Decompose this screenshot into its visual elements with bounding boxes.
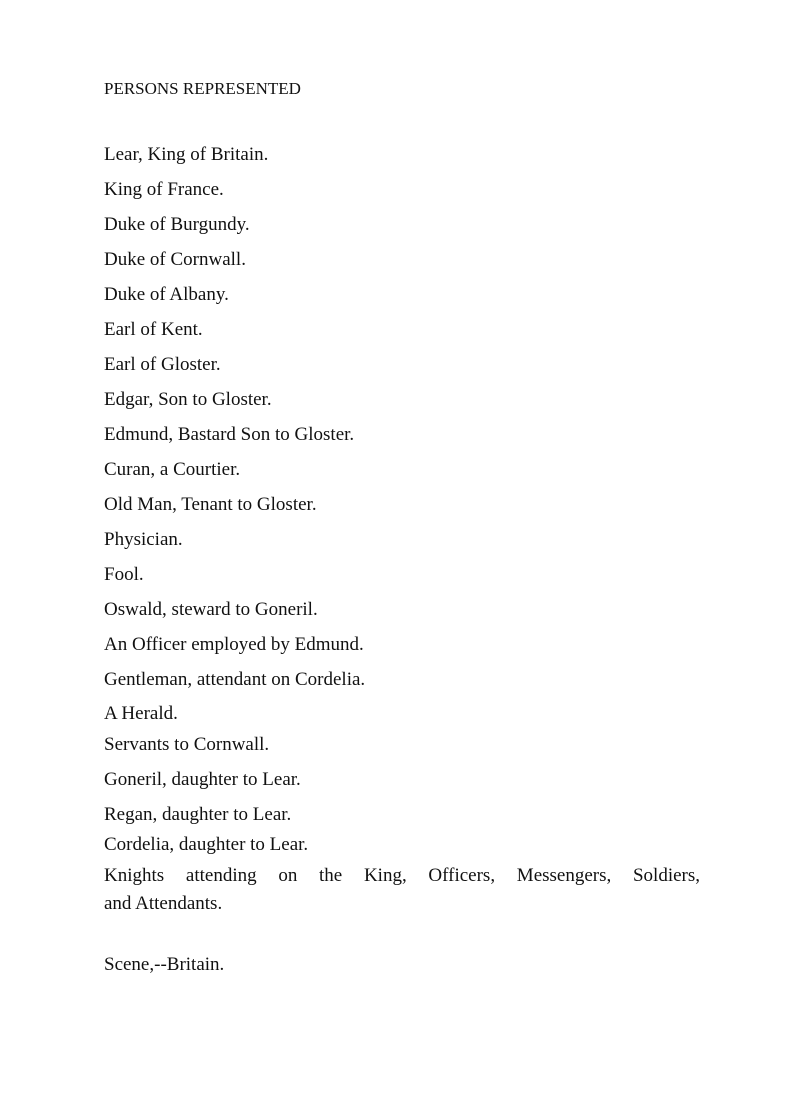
list-item: Duke of Albany. bbox=[104, 284, 229, 305]
list-item: Duke of Burgundy. bbox=[104, 214, 250, 235]
list-item: King of France. bbox=[104, 179, 224, 200]
list-item: Edgar, Son to Gloster. bbox=[104, 389, 272, 410]
list-item: Servants to Cornwall. bbox=[104, 734, 270, 755]
list-item: Oswald, steward to Goneril. bbox=[104, 599, 318, 620]
list-item-attendants-cont: and Attendants. bbox=[104, 893, 223, 914]
list-item: Duke of Cornwall. bbox=[104, 249, 246, 270]
scene-line: Scene,--Britain. bbox=[104, 954, 225, 975]
list-item: Gentleman, attendant on Cordelia. bbox=[104, 669, 366, 690]
page-title: PERSONS REPRESENTED bbox=[104, 79, 301, 98]
list-item: Old Man, Tenant to Gloster. bbox=[104, 494, 317, 515]
list-item: Lear, King of Britain. bbox=[104, 144, 269, 165]
list-item: Physician. bbox=[104, 529, 183, 550]
list-item: An Officer employed by Edmund. bbox=[104, 634, 364, 655]
list-item: Earl of Gloster. bbox=[104, 354, 221, 375]
list-item: Fool. bbox=[104, 564, 144, 585]
list-item: A Herald. bbox=[104, 703, 178, 724]
list-item: Earl of Kent. bbox=[104, 319, 203, 340]
list-item: Edmund, Bastard Son to Gloster. bbox=[104, 424, 355, 445]
list-item: Goneril, daughter to Lear. bbox=[104, 769, 301, 790]
list-item: Cordelia, daughter to Lear. bbox=[104, 834, 309, 855]
list-item: Regan, daughter to Lear. bbox=[104, 804, 292, 825]
list-item: Curan, a Courtier. bbox=[104, 459, 241, 480]
list-item-attendants: Knights attending on the King, Officers, Messengers, Soldiers, bbox=[104, 865, 700, 886]
